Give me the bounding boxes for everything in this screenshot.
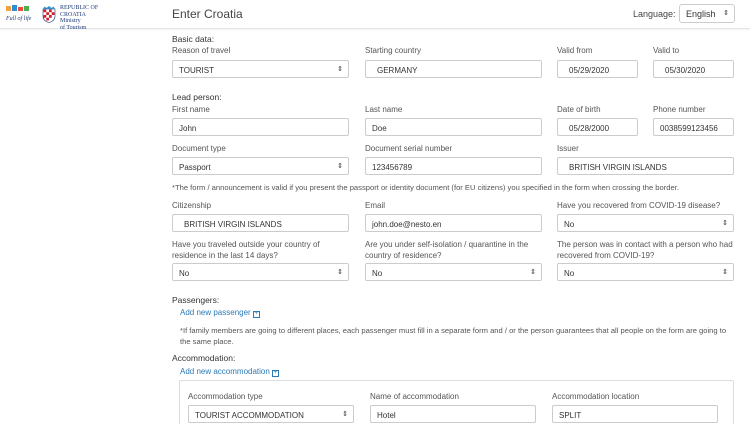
- plus-square-icon: +: [254, 311, 258, 317]
- add-passenger-label: Add new passenger: [180, 308, 251, 317]
- section-basic-data: Basic data:: [172, 34, 215, 44]
- traveled-label: Have you traveled outside your country of residence in the last 14 days?: [172, 240, 320, 260]
- ministry-logo[interactable]: [5, 4, 125, 31]
- isolation-select[interactable]: [365, 263, 542, 281]
- croatia-logo-icon: [5, 4, 35, 24]
- reason-value: TOURIST: [179, 66, 214, 75]
- reason-select[interactable]: [172, 60, 349, 78]
- issuer-label: Issuer: [557, 144, 579, 153]
- accommodation-name-label: Name of accommodation: [370, 392, 459, 401]
- accommodation-location-label: Accommodation location: [552, 392, 640, 401]
- caret-updown-icon: ⇕: [337, 163, 343, 170]
- accommodation-location-input[interactable]: SPLIT: [552, 405, 718, 423]
- valid-to-input[interactable]: 05/30/2020: [653, 60, 734, 78]
- caret-updown-icon: ⇕: [342, 411, 348, 418]
- phone-input[interactable]: 0038599123456: [653, 118, 734, 136]
- covid-recovered-select[interactable]: [557, 214, 734, 232]
- add-accommodation-link[interactable]: [180, 367, 279, 377]
- svg-text:Full of life: Full of life: [6, 16, 32, 22]
- covid-recovered-value: No: [564, 220, 575, 229]
- ministry-logo-text: REPUBLIC OF CROATIA Ministry of Tourism: [60, 5, 99, 31]
- accommodation-type-label: Accommodation type: [188, 392, 263, 401]
- doc-type-select[interactable]: [172, 157, 349, 175]
- citizenship-input[interactable]: BRITISH VIRGIN ISLANDS: [172, 214, 349, 232]
- covid-recovered-label: Have you recovered from COVID-19 disease?: [557, 201, 721, 210]
- doc-serial-input[interactable]: 123456789: [365, 157, 542, 175]
- contact-value: No: [564, 269, 575, 278]
- dob-input[interactable]: 05/28/2000: [557, 118, 638, 136]
- traveled-select[interactable]: [172, 263, 349, 281]
- section-accommodation: Accommodation:: [172, 353, 236, 363]
- document-note: *The form / announcement is valid if you present the passport or identity document (for EU citizens) you specified in the form when crossing the border.: [172, 183, 679, 192]
- accommodation-name-input[interactable]: Hotel: [370, 405, 536, 423]
- caret-updown-icon: ⇕: [530, 269, 536, 276]
- isolation-value: No: [372, 269, 383, 278]
- last-name-input[interactable]: Doe: [365, 118, 542, 136]
- doc-type-value: Passport: [179, 163, 211, 172]
- reason-label: Reason of travel: [172, 46, 231, 55]
- caret-updown-icon: ⇕: [722, 220, 728, 227]
- traveled-value: No: [179, 269, 190, 278]
- first-name-input[interactable]: John: [172, 118, 349, 136]
- caret-updown-icon: ⇕: [337, 269, 343, 276]
- contact-select[interactable]: [557, 263, 734, 281]
- starting-country-label: Starting country: [365, 46, 422, 55]
- section-lead-person: Lead person:: [172, 92, 222, 102]
- caret-updown-icon: ⇕: [723, 10, 729, 17]
- page-title: Enter Croatia: [172, 7, 243, 21]
- top-header: [0, 0, 750, 29]
- language-select[interactable]: [679, 4, 735, 23]
- language-label: Language:: [633, 9, 676, 19]
- section-passengers: Passengers:: [172, 295, 220, 305]
- citizenship-label: Citizenship: [172, 201, 212, 210]
- add-accommodation-label: Add new accommodation: [180, 367, 270, 376]
- isolation-label: Are you under self-isolation / quarantine in the country of residence?: [365, 240, 529, 260]
- accommodation-type-value: TOURIST ACCOMMODATION: [195, 411, 304, 420]
- plus-square-icon: +: [273, 370, 278, 376]
- doc-type-label: Document type: [172, 144, 226, 153]
- last-name-label: Last name: [365, 105, 403, 114]
- valid-from-input[interactable]: 05/29/2020: [557, 60, 638, 78]
- starting-country-input[interactable]: GERMANY: [365, 60, 542, 78]
- croatia-crest-icon: [42, 6, 56, 23]
- doc-serial-label: Document serial number: [365, 144, 453, 153]
- email-input[interactable]: john.doe@nesto.en: [365, 214, 542, 232]
- dob-label: Date of birth: [557, 105, 601, 114]
- valid-from-label: Valid from: [557, 46, 593, 55]
- phone-label: Phone number: [653, 105, 706, 114]
- caret-updown-icon: ⇕: [337, 66, 343, 73]
- first-name-label: First name: [172, 105, 210, 114]
- language-value: English: [686, 9, 716, 19]
- email-label: Email: [365, 201, 386, 210]
- valid-to-label: Valid to: [653, 46, 680, 55]
- accommodation-type-select[interactable]: [188, 405, 354, 423]
- passengers-note: *If family members are going to different places, each passenger must fill in a separate form and / or the person guarantees that all people on the form are going to the same place.: [180, 326, 727, 346]
- issuer-input[interactable]: BRITISH VIRGIN ISLANDS: [557, 157, 734, 175]
- add-passenger-link[interactable]: [180, 308, 260, 318]
- contact-label: The person was in contact with a person who had recovered from COVID-19?: [557, 240, 733, 260]
- caret-updown-icon: ⇕: [722, 269, 728, 276]
